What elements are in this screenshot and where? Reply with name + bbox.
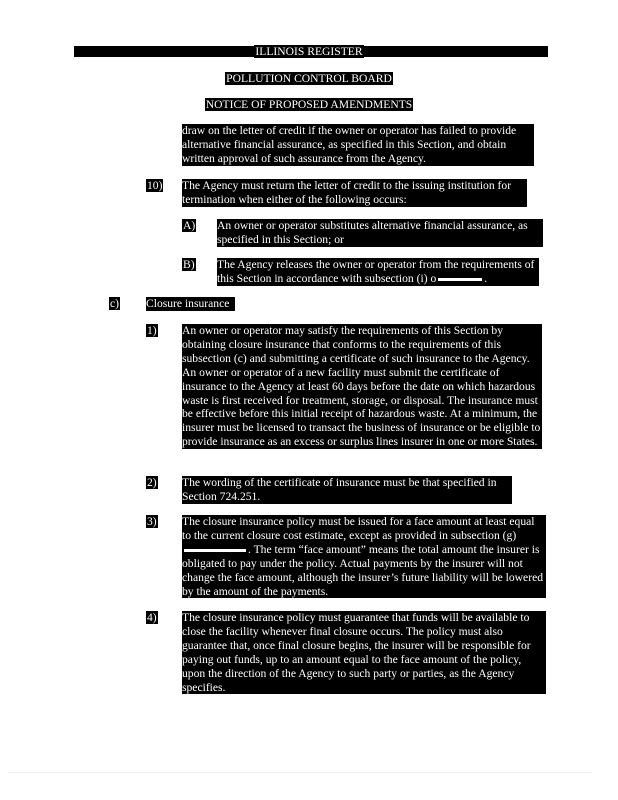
item-3-number: 3) xyxy=(147,515,157,528)
item-b-number: B) xyxy=(183,258,195,271)
item-1-text: An owner or operator may satisfy the requirements of this Section by obtaining closure insurance that conforms to the requirements of this subsection (c) and submitting a certificate of such insurance to the Agency. An owner or operator of a new facility must submit the certificate of insurance to the Agency at least 60 days before the date on which hazardous waste is first received for treatment, storage, or disposal. The insurance must be effective before this initial receipt of hazardous waste. At a minimum, the insurer must be licensed to transact the business of insurance or be eligible to provide insurance as an excess or surplus lines insurer in one or more States. xyxy=(182,324,541,449)
page-bottom-rule xyxy=(8,772,592,773)
section-c-number: c) xyxy=(110,297,120,310)
item-2-number: 2) xyxy=(147,476,157,489)
item-a-number: A) xyxy=(183,219,196,232)
item-b-text-end: . xyxy=(484,271,488,285)
redaction-mark xyxy=(184,549,246,552)
redaction-mark xyxy=(438,278,482,281)
item-2-text: The wording of the certificate of insurance must be that specified in Section 724.251. xyxy=(182,476,512,504)
register-title: ILLINOIS REGISTER xyxy=(255,45,363,58)
section-c-title: Closure insurance xyxy=(146,297,235,311)
item-4-number: 4) xyxy=(147,611,157,624)
item-b-text xyxy=(217,258,539,286)
item-4-text: The closure insurance policy must guarantee that funds will be available to close the facility whenever final closure occurs. The policy must also guarantee that, once final closure begins, the insurer will be responsible for paying out funds, up to an amount equal to the face amount of the policy, upon the direction of the Agency to such party or parties, as the Agency specifies. xyxy=(182,611,546,694)
item-3-text-start: The closure insurance policy must be issued for a face amount at least equal to the current closure cost estimate, except as provided in subsection (g) xyxy=(182,515,535,542)
item-a-text: An owner or operator substitutes alternative financial assurance, as specified in this Section; or xyxy=(217,219,543,247)
item-b-text-start: The Agency releases the owner or operator from the requirements of this Section in accordance with subsection (i) o xyxy=(217,258,535,285)
item-1-number: 1) xyxy=(147,324,157,337)
item-10-text: The Agency must return the letter of credit to the issuing institution for termination when either of the following occurs: xyxy=(182,179,527,207)
notice-title: NOTICE OF PROPOSED AMENDMENTS xyxy=(205,98,413,111)
item-3-text-end: . The term “face amount” means the total amount the insurer is obligated to pay under the policy. Actual payments by the insurer will not change the face amount, although the insurer’s future liability will be lowered by the amount of the payments. xyxy=(182,542,544,598)
paragraph-top: draw on the letter of credit if the owner or operator has failed to provide alternative financial assurance, as specified in this Section, and obtain written approval of such assurance from the Agency. xyxy=(182,124,534,166)
board-title: POLLUTION CONTROL BOARD xyxy=(226,72,392,85)
item-3-text xyxy=(182,515,546,598)
item-10-number: 10) xyxy=(147,179,163,192)
